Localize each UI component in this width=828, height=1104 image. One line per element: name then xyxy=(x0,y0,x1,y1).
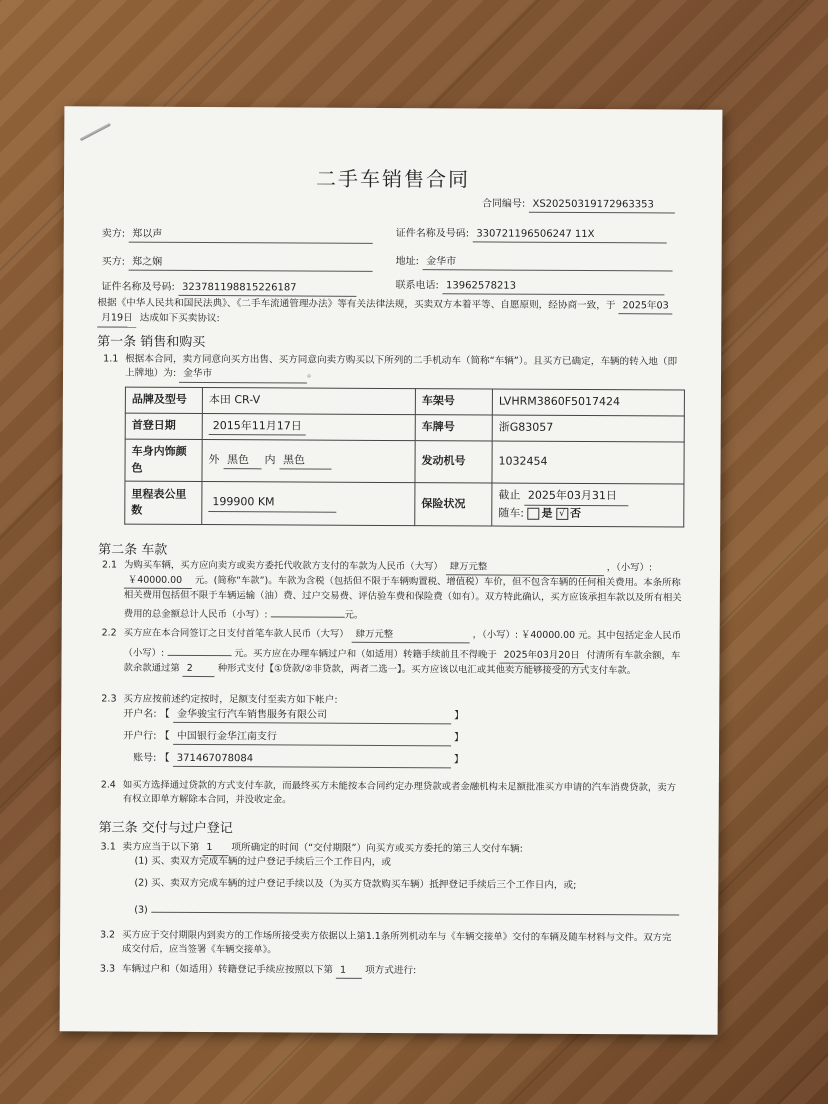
buyer-phone: 13962578213 xyxy=(442,278,664,295)
price-capital: 肆万元整 xyxy=(446,560,604,576)
staple xyxy=(80,123,111,141)
mileage: 199900 KM xyxy=(208,494,336,512)
seller-row: 卖方: 郑以声 xyxy=(102,226,373,243)
delivery-option-2: (2) 买、卖双方完成车辆的过户登记手续以及（为买方贷款购买车辆）抵押登记手续后三个工作日内，或; xyxy=(134,877,577,891)
plate-number: 浙G83057 xyxy=(492,415,684,443)
insurance-no-checkbox: √ xyxy=(556,507,568,519)
delivery-option-1: (1) 买、卖双方完成车辆的过户登记手续后三个工作日内，或 xyxy=(134,855,391,869)
article-3-title: 第三条 交付与过户登记 xyxy=(98,820,233,837)
clause-2-2: 2.2 买方应在本合同签订之日支付首笔车款人民币（大写） 肆万元整 ，（小写）: ￥40000.00 元。其中包括定金人民币（小写）: 元。买方应在办理车辆过户和（如适用）转籍手续前且不得晚于 2025年03月20日 付清所有车款余额，车款余款通过第 2 种形式支付【①贷款/②非贷款，两者二选一】。买方应该以电汇或其他卖方能够接受的方式支付车款。 xyxy=(101,627,682,677)
total-amount xyxy=(271,604,345,618)
contract-no-value: XS20250319172963353 xyxy=(528,197,674,214)
price-amount: ￥40000.00 xyxy=(124,574,192,589)
contract-no: 合同编号: XS20250319172963353 xyxy=(482,196,675,213)
buyer-address-row: 地址: 金华市 xyxy=(396,254,673,271)
account-number-row: 账号: 【 371467078084 】 xyxy=(133,751,464,769)
buyer-id-row: 证件名称及号码: 323781198815226187 xyxy=(101,279,356,296)
seller-name: 郑以声 xyxy=(128,227,372,244)
seller-id-row: 证件名称及号码: 330721196506247 11X xyxy=(396,226,667,243)
buyer-id: 323781198815226187 xyxy=(178,280,356,297)
final-payment-date: 2025年03月20日 xyxy=(500,649,584,665)
preamble: 根据《中华人民共和国民法典》、《二手车流通管理办法》等有关法律法规，买卖双方本着平等、自愿原则，经协商一致，于 2025年03 月19日 达成如下买卖协议: xyxy=(97,296,693,330)
clause-2-3: 2.3 买方应按前述约定按时，足额支付至卖方如下帐户: xyxy=(101,693,338,706)
transfer-option: 1 xyxy=(336,964,362,980)
clause-1-1: 1.1 根据本合同，卖方同意向买方出售、买方同意向卖方购买以下所列的二手机动车（简称“车辆”）。且买方已确定，车辆的转入地（即上牌地）为: 金华市 。 xyxy=(103,352,683,385)
registration-city: 金华市 xyxy=(179,367,307,383)
buyer-phone-row: 联系电话: 13962578213 xyxy=(395,278,664,295)
table-row: 首登日期 2015年11月17日 车牌号 浙G83057 xyxy=(125,413,684,442)
article-2-title: 第二条 车款 xyxy=(98,542,168,558)
first-payment-capital: 肆万元整 xyxy=(352,628,470,644)
buyer-row: 买方: 郑之娴 xyxy=(102,254,373,271)
payment-method: 2 xyxy=(183,662,215,677)
brand-model: 本田 CR-V xyxy=(202,388,415,415)
table-row: 车身内饰颜色 外 黑色 内 黑色 发动机号 1032454 xyxy=(125,439,684,484)
buyer-address: 金华市 xyxy=(422,254,672,271)
deposit-amount xyxy=(167,642,231,656)
vin: LVHRM3860F5017424 xyxy=(492,389,684,416)
clause-2-1: 2.1 为购买车辆，买方应向卖方或卖方委托代收款方支付的车款为人民币（大写） 肆万元整 ，（小写）: ￥40000.00 元。(简称“车款”)。车款为含税（包括但不限于车辆购置税、增值税）车价，但不包含车辆的任何相关费用。本条所称相关费用包括但不限于车辆运输（油）费、过户交易费、评估验车费和保险费（如有）。双方特此确认，买方应该承担车款以及所有相关费用的总金额总计人民币（小写）: 元。 xyxy=(101,559,682,622)
clause-2-4: 2.4 如买方选择通过贷款的方式支付车款，而最终买方未能按本合同约定办理贷款或者金融机构未足额批准买方申请的汽车消费贷款，卖方有权立即单方解除本合同，并没收定金。 xyxy=(100,779,677,806)
account-number: 371467078084 xyxy=(173,751,451,768)
delivery-option-3: (3) xyxy=(134,899,679,921)
account-name-row: 开户名: 【 金华骏宝行汽车销售服务有限公司 】 xyxy=(123,707,464,725)
clause-3-1: 3.1 卖方应当于以下第 1 项所确定的时间（“交付期限”）向买方或买方委托的第三人交付车辆: xyxy=(100,841,523,855)
exterior-color: 黑色 xyxy=(223,452,261,470)
clause-3-2: 3.2 买方应于交付期限内到卖方的工作场所接受卖方依据以上第1.1条所列机动车与《车辆交接单》交付的车辆及随车材料与文件。双方完成交付后，应当签署《车辆交接单》。 xyxy=(100,929,672,956)
table-row: 里程表公里数 199900 KM 保险状况 截止 2025年03月31日 随车: 是 √ 否 xyxy=(125,481,684,527)
interior-color: 黑色 xyxy=(279,452,331,470)
clause-3-3: 3.3 车辆过户和（如适用）转籍登记手续应按照以下第 1 项方式进行: xyxy=(100,962,680,980)
engine-number: 1032454 xyxy=(492,441,684,484)
insurance-yes-checkbox xyxy=(527,507,539,519)
vehicle-info-table xyxy=(124,387,685,528)
table-row: 品牌及型号 本田 CR-V 车架号 LVHRM3860F5017424 xyxy=(125,387,684,415)
page-title: 二手车销售合同 xyxy=(315,166,471,192)
account-bank-row: 开户行: 【 中国银行金华江南支行 】 xyxy=(123,729,464,747)
account-name: 金华骏宝行汽车销售服务有限公司 xyxy=(173,707,451,724)
insurance-date: 2025年03月31日 xyxy=(524,488,628,506)
seller-id: 330721196506247 11X xyxy=(472,226,666,243)
article-1-title: 第一条 销售和购买 xyxy=(97,334,206,351)
buyer-name: 郑之娴 xyxy=(128,255,372,272)
delivery-option: 1 xyxy=(202,841,228,857)
first-registration: 2015年11月17日 xyxy=(209,418,306,436)
contract-paper xyxy=(60,106,723,1034)
account-bank: 中国银行金华江南支行 xyxy=(173,729,451,746)
